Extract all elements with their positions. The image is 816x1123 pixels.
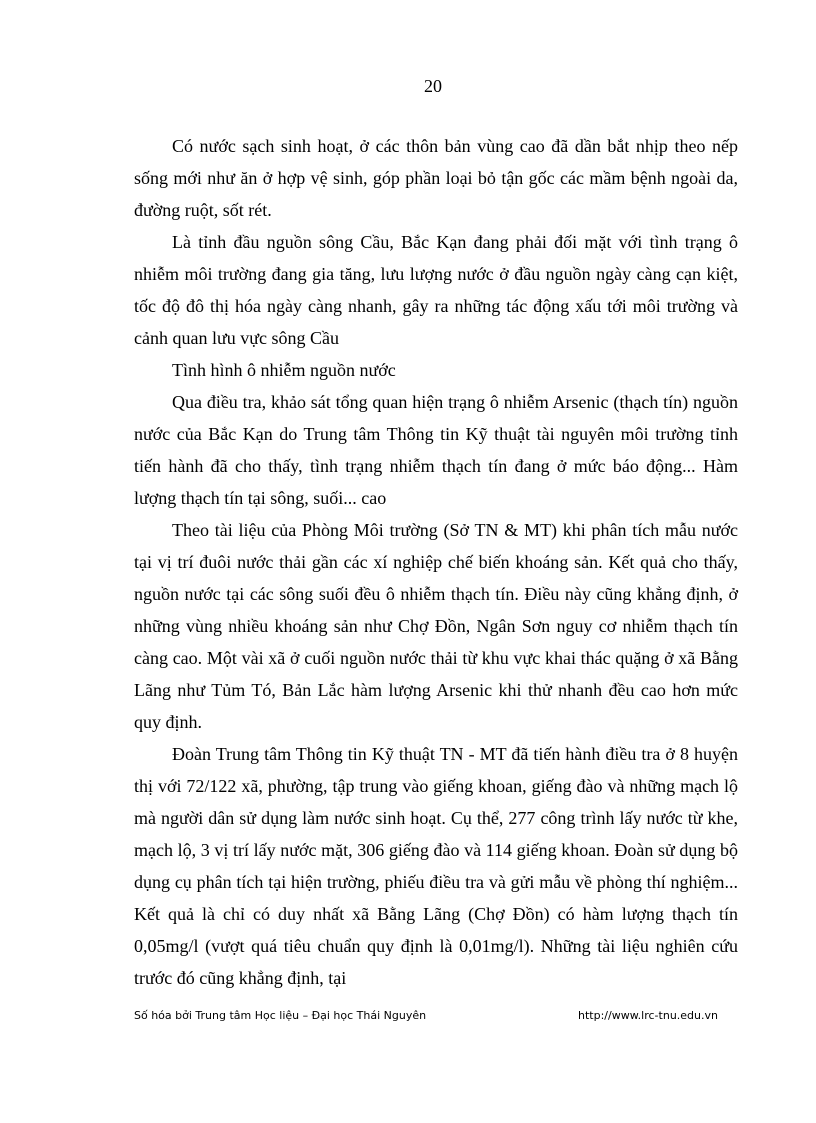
paragraph-arsenic-survey: Qua điều tra, khảo sát tổng quan hiện trạng ô nhiễm Arsenic (thạch tín) nguồn nước của Bắc Kạn do Trung tâm Thông tin Kỹ thuật tài nguyên môi trường tỉnh tiến hành đã cho thấy, tình trạng nhiễm thạch tín đang ở mức báo động... Hàm lượng thạch tín tại sông, suối... cao bbox=[134, 392, 738, 508]
footer-credit: Số hóa bởi Trung tâm Học liệu – Đại học Thái Nguyên bbox=[134, 1009, 427, 1022]
footer-url: http://www.lrc-tnu.edu.vn bbox=[578, 1009, 718, 1022]
paragraph-clean-water: Có nước sạch sinh hoạt, ở các thôn bản vùng cao đã dần bắt nhịp theo nếp sống mới như ăn ở hợp vệ sinh, góp phần loại bỏ tận gốc các mầm bệnh ngoài da, đường ruột, sốt rét. bbox=[134, 136, 738, 220]
paragraph-survey-results: Đoàn Trung tâm Thông tin Kỹ thuật TN - MT đã tiến hành điều tra ở 8 huyện thị với 72/122 xã, phường, tập trung vào giếng khoan, giếng đào và những mạch lộ mà người dân sử dụng làm nước sinh hoạt. Cụ thể, 277 công trình lấy nước từ khe, mạch lộ, 3 vị trí lấy nước mặt, 306 giếng đào và 114 giếng khoan. Đoàn sử dụng bộ dụng cụ phân tích tại hiện trường, phiếu điều tra và gửi mẫu về phòng thí nghiệm... Kết quả là chỉ có duy nhất xã Bằng Lãng (Chợ Đồn) có hàm lượng thạch tín 0,05mg/l (vượt quá tiêu chuẩn quy định là 0,01mg/l). Những tài liệu nghiên cứu trước đó cũng khẳng định, tại bbox=[134, 744, 738, 988]
paragraph-pollution-overview: Là tỉnh đầu nguồn sông Cầu, Bắc Kạn đang phải đối mặt với tình trạng ô nhiễm môi trường đang gia tăng, lưu lượng nước ở đầu nguồn ngày càng cạn kiệt, tốc độ đô thị hóa ngày càng nhanh, gây ra những tác động xấu tới môi trường và cảnh quan lưu vực sông Cầu bbox=[134, 232, 738, 348]
section-heading-water-pollution: Tình hình ô nhiễm nguồn nước bbox=[172, 360, 396, 380]
page-number: 20 bbox=[424, 76, 442, 96]
body-text bbox=[134, 130, 738, 994]
paragraph-environment-office: Theo tài liệu của Phòng Môi trường (Sở TN & MT) khi phân tích mẫu nước tại vị trí đuôi nước thải gần các xí nghiệp chế biến khoáng sản. Kết quả cho thấy, nguồn nước tại các sông suối đều ô nhiễm thạch tín. Điều này cũng khẳng định, ở những vùng nhiều khoáng sản như Chợ Đồn, Ngân Sơn nguy cơ nhiễm thạch tín càng cao. Một vài xã ở cuối nguồn nước thải từ khu vực khai thác quặng ở xã Bằng Lãng như Tủm Tó, Bản Lắc hàm lượng Arsenic khi thử nhanh đều cao hơn mức quy định. bbox=[134, 520, 738, 732]
